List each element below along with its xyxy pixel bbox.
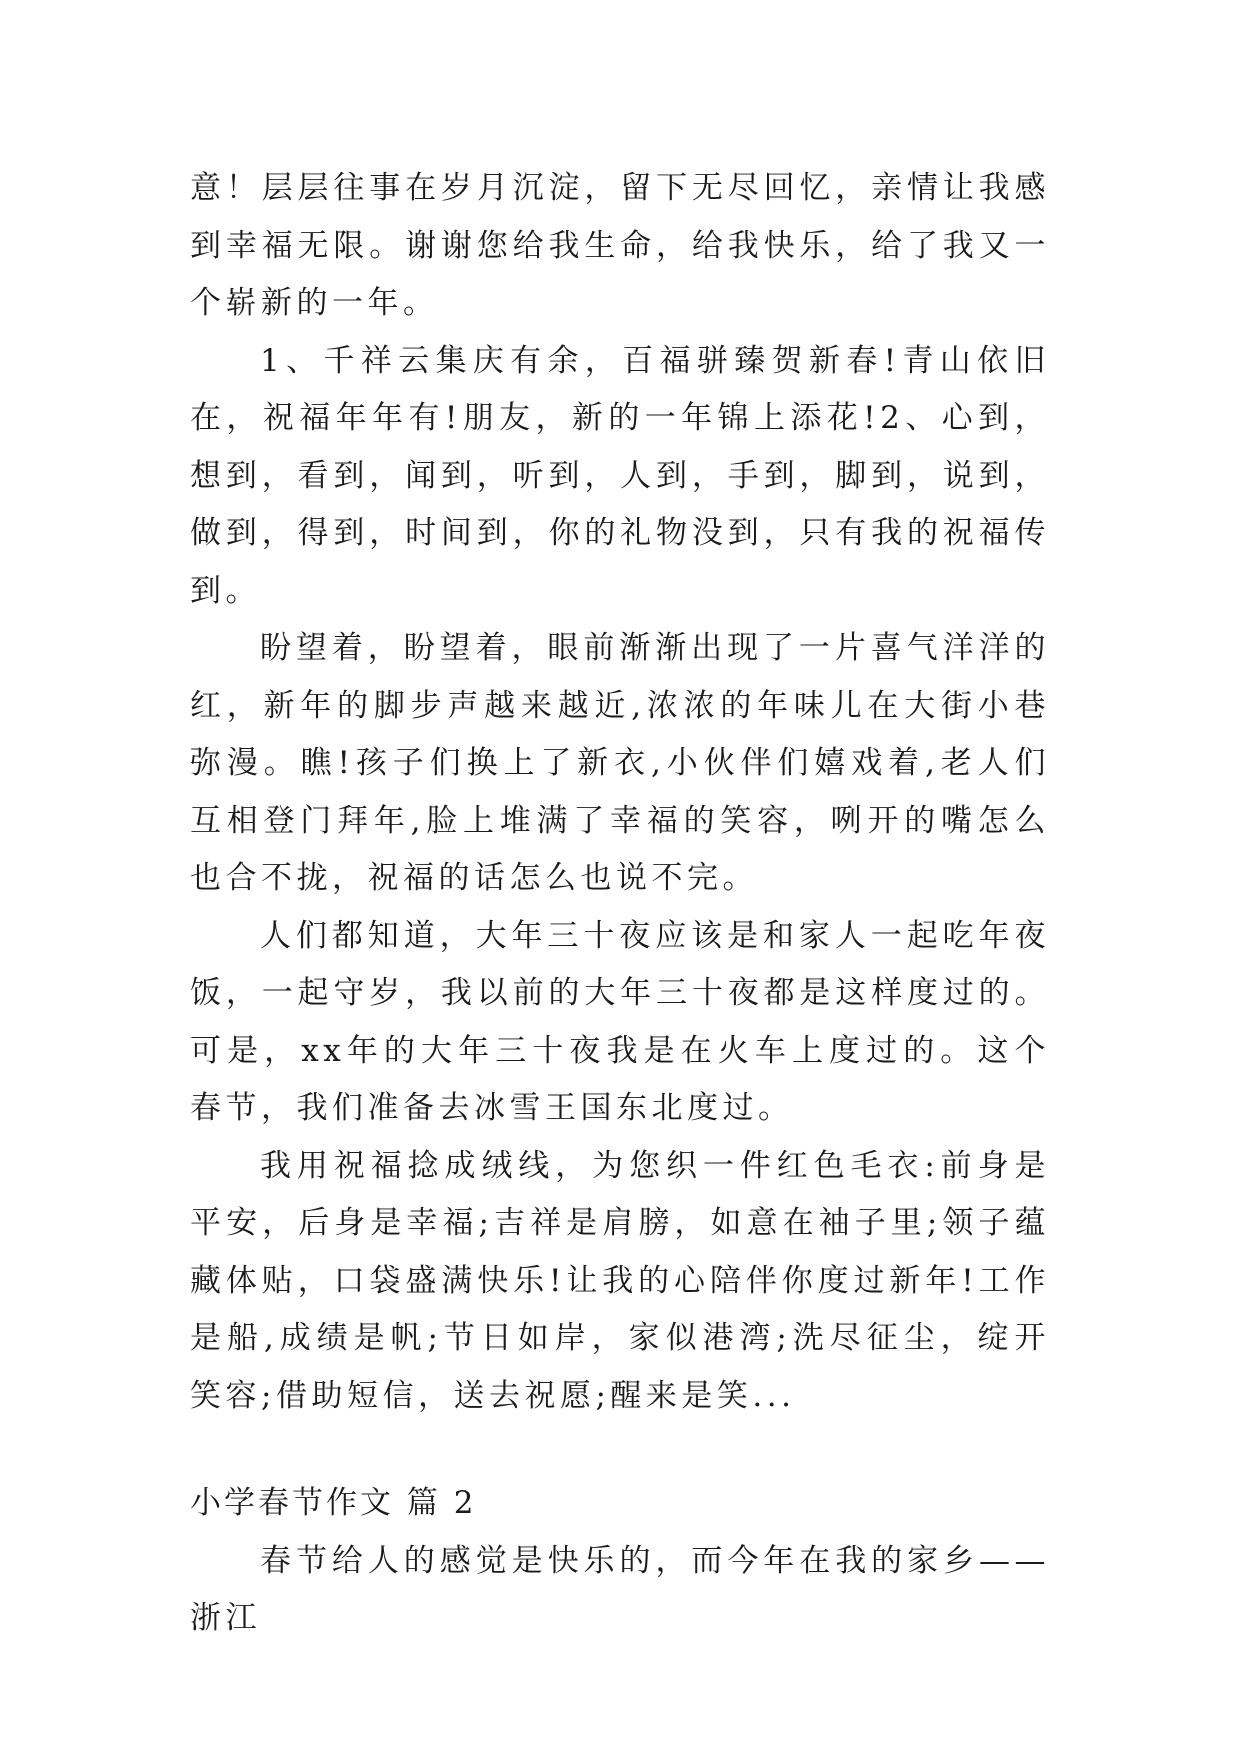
paragraph-1: 意！层层往事在岁月沉淀，留下无尽回忆，亲情让我感到幸福无限。谢谢您给我生命，给我快乐，给了我又一个崭新的一年。 xyxy=(190,170,1050,321)
paragraph-5: 我用祝福捻成绒线，为您织一件红色毛衣:前身是平安，后身是幸福;吉祥是肩膀，如意在袖子里;领子蕴藏体贴，口袋盛满快乐!让我的心陪伴你度过新年!工作是船,成绩是帆;节日如岸，家似港湾;洗尽征尘，绽开笑容;借助短信，送去祝愿;醒来是笑... xyxy=(190,1147,1050,1414)
paragraph-6: 春节给人的感觉是快乐的，而今年在我的家乡——浙江 xyxy=(190,1542,1050,1636)
paragraph-2: 1、千祥云集庆有余，百福骈臻贺新春!青山依旧在，祝福年年有!朋友，新的一年锦上添花!2、心到，想到，看到，闻到，听到，人到，手到，脚到，说到，做到，得到，时间到，你的礼物没到，只有我的祝福传到。 xyxy=(190,342,1050,609)
paragraph-4: 人们都知道，大年三十夜应该是和家人一起吃年夜饭，一起守岁，我以前的大年三十夜都是这样度过的。可是，xx年的大年三十夜我是在火车上度过的。这个春节，我们准备去冰雪王国东北度过。 xyxy=(190,917,1050,1126)
document-body xyxy=(190,160,1050,1648)
paragraph-3: 盼望着，盼望着，眼前渐渐出现了一片喜气洋洋的红，新年的脚步声越来越近,浓浓的年味儿在大街小巷弥漫。瞧!孩子们换上了新衣,小伙伴们嬉戏着,老人们互相登门拜年,脸上堆满了幸福的笑容，咧开的嘴怎么也合不拢，祝福的话怎么也说不完。 xyxy=(190,630,1050,896)
section-title: 小学春节作文 篇 2 xyxy=(190,1485,477,1521)
